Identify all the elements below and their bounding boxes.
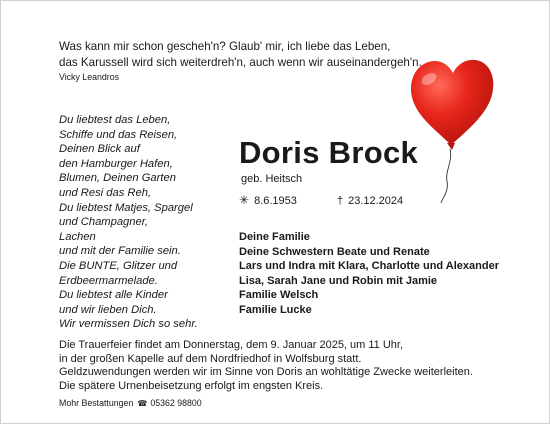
poem-line: und wir lieben Dich. xyxy=(59,303,157,316)
poem-line: Wir vermissen Dich so sehr. xyxy=(59,318,198,331)
phone-icon: ☎ xyxy=(137,399,148,408)
death-date: 23.12.2024 xyxy=(348,195,404,207)
family-list xyxy=(239,230,499,318)
quote xyxy=(59,39,422,71)
poem-line: Du liebtest Matjes, Spargel xyxy=(59,201,193,214)
poem-line: den Hamburger Hafen, xyxy=(59,157,173,170)
poem-line: Blumen, Deinen Garten xyxy=(59,172,176,185)
life-dates xyxy=(239,193,403,207)
poem-line: Du liebtest das Leben, xyxy=(59,114,171,126)
poem-line: und Resi das Reh, xyxy=(59,186,152,199)
poem-line: Deinen Blick auf xyxy=(59,143,140,156)
family-line: Familie Lucke xyxy=(239,303,312,316)
quote-author: Vicky Leandros xyxy=(59,72,119,82)
poem-line: Lachen xyxy=(59,230,96,243)
family-line: Deine Schwestern Beate und Renate xyxy=(239,245,430,258)
quote-line: Was kann mir schon gescheh'n? Glaub' mir, ich liebe das Leben, xyxy=(59,40,391,53)
family-line: Lars und Indra mit Klara, Charlotte und Alexander xyxy=(239,260,499,273)
poem-line: Die BUNTE, Glitzer und xyxy=(59,259,178,272)
funeral-info xyxy=(59,339,473,393)
info-line: Geldzuwendungen werden wir im Sinne von Doris an wohltätige Zwecke weiterleiten. xyxy=(59,366,473,379)
balloon-body xyxy=(411,60,493,145)
poem-line: Du liebtest alle Kinder xyxy=(59,289,168,302)
maiden-name: geb. Heitsch xyxy=(241,173,303,185)
birth-date: 8.6.1953 xyxy=(254,195,297,207)
cross-death-icon: † xyxy=(336,195,344,207)
poem xyxy=(59,113,198,332)
info-line: Die spätere Urnenbeisetzung erfolgt im engsten Kreis. xyxy=(59,379,324,392)
undertaker-footer xyxy=(59,398,202,408)
heart-balloon-icon xyxy=(405,53,497,203)
balloon-knot xyxy=(447,143,455,150)
quote-line: das Karussell wird sich weiterdreh'n, auch wenn wir auseinandergeh'n. xyxy=(59,56,422,69)
poem-line: und mit der Familie sein. xyxy=(59,245,181,258)
poem-line: und Champagner, xyxy=(59,216,148,229)
info-line: in der großen Kapelle auf dem Nordfriedhof in Wolfsburg statt. xyxy=(59,352,362,365)
poem-line: Erdbeermarmelade. xyxy=(59,274,158,287)
star-birth-icon: ✳ xyxy=(239,193,250,207)
undertaker-name: Mohr Bestattungen xyxy=(59,398,134,408)
balloon-string xyxy=(441,149,451,203)
family-line: Lisa, Sarah Jane und Robin mit Jamie xyxy=(239,274,438,287)
undertaker-phone: 05362 98800 xyxy=(150,398,202,408)
family-line: Familie Welsch xyxy=(239,289,319,302)
poem-line: Schiffe und das Reisen, xyxy=(59,128,178,141)
deceased-name: Doris Brock xyxy=(239,135,419,170)
info-line: Die Trauerfeier findet am Donnerstag, dem 9. Januar 2025, um 11 Uhr, xyxy=(59,339,404,351)
family-line: Deine Familie xyxy=(239,231,310,243)
